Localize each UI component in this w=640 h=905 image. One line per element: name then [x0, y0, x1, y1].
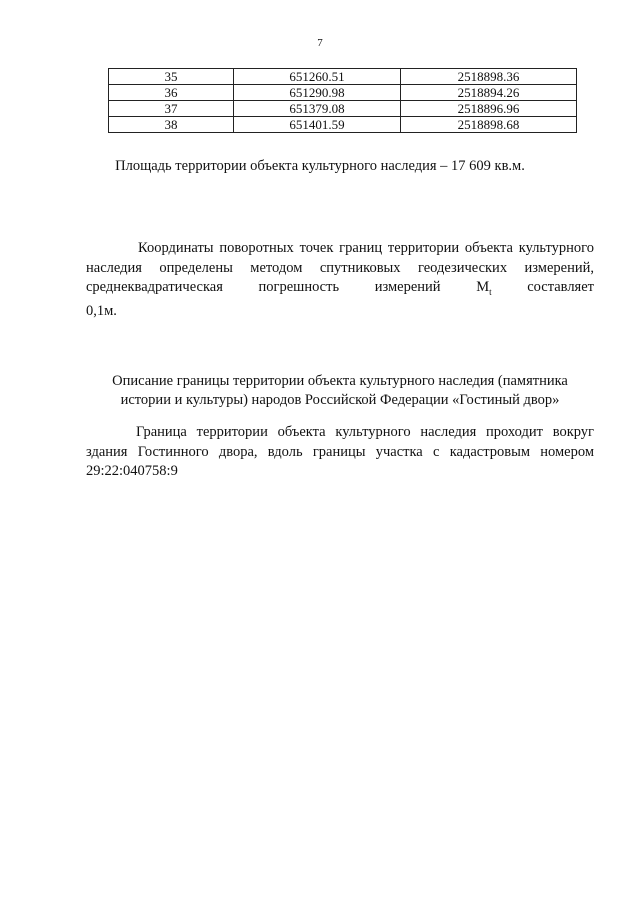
measurement-subscript: t — [489, 286, 492, 297]
x-coordinate-cell: 651260.51 — [234, 69, 401, 85]
y-coordinate-cell: 2518894.26 — [401, 85, 577, 101]
accuracy-value: 0,1м. — [86, 303, 117, 320]
x-coordinate-cell: 651290.98 — [234, 85, 401, 101]
point-number-cell: 38 — [109, 117, 234, 133]
table-row — [109, 69, 577, 85]
area-statement: Площадь территории объекта культурного наследия – 17 609 кв.м. — [115, 158, 525, 174]
boundary-description-paragraph — [86, 423, 594, 482]
table-row — [109, 85, 577, 101]
section-heading-line-1: Описание границы территории объекта культурного наследия (памятника — [112, 373, 568, 389]
section-heading-line-2: истории и культуры) народов Российской Федерации «Гостиный двор» — [120, 392, 560, 408]
coordinates-method-text: Координаты поворотных точек границ территории объекта культурного наследия определены методом спутниковых геодезических измерений, среднеквадратическая погрешность измерений M — [86, 240, 594, 295]
cadastral-number: 29:22:040758:9 — [86, 463, 178, 479]
x-coordinate-cell: 651401.59 — [234, 117, 401, 133]
coordinates-method-paragraph — [86, 239, 594, 322]
coordinates-table — [108, 68, 577, 133]
point-number-cell: 37 — [109, 101, 234, 117]
y-coordinate-cell: 2518898.68 — [401, 117, 577, 133]
point-number-cell: 36 — [109, 85, 234, 101]
table-row — [109, 101, 577, 117]
boundary-description-text: Граница территории объекта культурного наследия проходит вокруг здания Гостинного двора, вдоль границы участка с кадастровым номером — [86, 424, 594, 460]
x-coordinate-cell: 651379.08 — [234, 101, 401, 117]
page-number: 7 — [317, 37, 323, 49]
table-row — [109, 117, 577, 133]
coordinates-method-tail: составляет — [491, 279, 595, 295]
y-coordinate-cell: 2518898.36 — [401, 69, 577, 85]
y-coordinate-cell: 2518896.96 — [401, 101, 577, 117]
section-heading — [86, 372, 594, 410]
point-number-cell: 35 — [109, 69, 234, 85]
